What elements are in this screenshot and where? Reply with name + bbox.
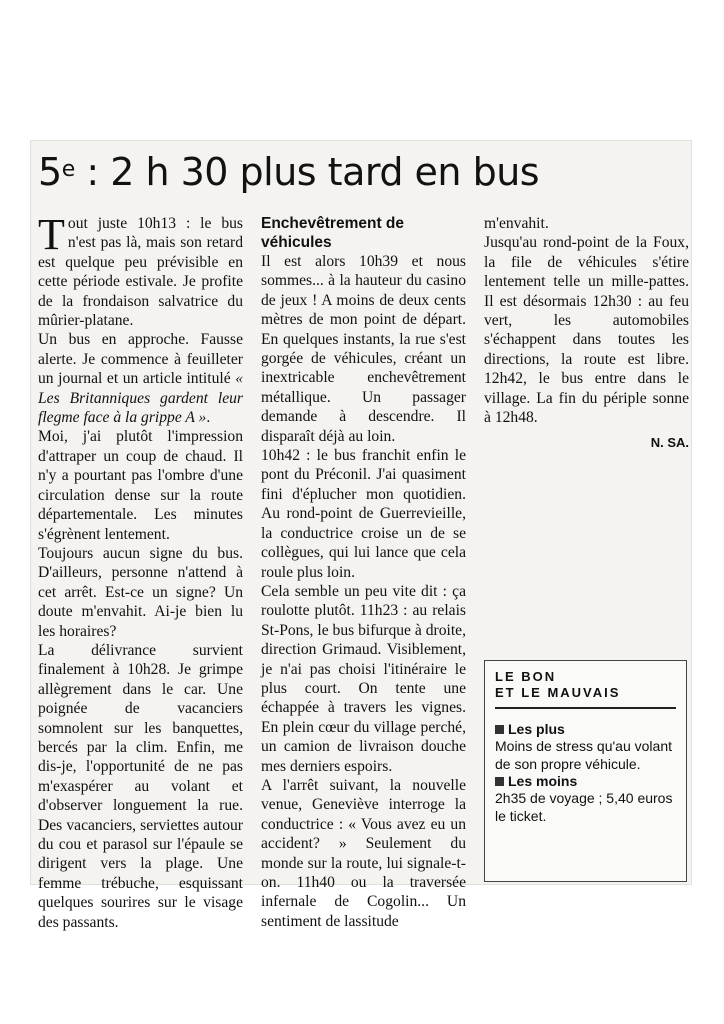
paragraph: Il est alors 10h39 et nous sommes... à la hauteur du casino de jeux ! A moins de deux cents mètres de mon point de départ. En quelques instants, la rue s'est gorgée de véhicules, créant un inextricable enchevêtrement métallique. Un passager demande à descendre. Il disparaît déjà au loin. [261, 253, 466, 445]
paragraph: Cela semble un peu vite dit : ça roulotte plutôt. 11h23 : au relais St-Pons, le bus bifurque à droite, direction Grimaud. Visiblement, je n'ai pas choisi l'itinéraire le plus court. On tente une échappée à travers les vignes. En plein cœur du village perché, un camion de livraison douche mes derniers espoirs. [261, 582, 466, 775]
square-bullet-icon [495, 777, 504, 786]
drop-cap: T [38, 210, 65, 259]
paragraph: 10h42 : le bus franchit enfin le pont du Préconil. J'ai quasiment fini d'éplucher mon quotidien. Au rond-point de Guerrevieille, la conductrice croise un de se collègues, qui lui lance que cela roule plus loin. [261, 447, 466, 581]
paragraph: Tout juste 10h13 : le bus n'est pas là, mais son retard est quelque peu prévisible en cette période estivale. Je profite de la frondaison salvatrice du mûrier-platane. [38, 210, 243, 330]
article-body-col3 [484, 214, 689, 453]
square-bullet-icon [495, 725, 504, 734]
paragraph: Un bus en approche. Fausse alerte. Je commence à feuilleter un journal et un article intitulé « Les Britanniques gardent leur flegme face à la grippe A ». [38, 331, 243, 427]
newspaper-clipping [30, 140, 692, 931]
pros-section [495, 721, 676, 773]
author-signature: N. SA. [650, 435, 689, 451]
box-title: LE BON ET LE MAUVAIS [495, 669, 676, 709]
paragraph: Toujours aucun signe du bus. D'ailleurs, personne n'attend à cet arrêt. Est-ce un signe? Un doute m'envahit. Ai-je bien lu les horaires? [38, 544, 243, 640]
paragraph: Jusqu'au rond-point de la Foux, la file de véhicules s'étire lentement telle un mille-pattes. Il est désormais 12h30 : au feu vert, les automobiles s'échappent dans toutes les directions, la route est libre. 12h42, le bus entre dans le village. La fin du périple sonne à 12h48. [484, 234, 689, 427]
paragraph: Moi, j'ai plutôt l'impression d'attraper un coup de chaud. Il n'y a pourtant pas l'ombre d'une circulation dense sur la route départementale. Les minutes s'égrènent lentement. [38, 428, 243, 543]
section-subhead: Enchevêtrement de véhicules [261, 215, 404, 251]
article-body-col2 [261, 214, 466, 931]
pros-text: Moins de stress qu'au volant de son propre véhicule. [495, 738, 672, 772]
headline-number: 5 [38, 150, 62, 194]
paragraph: La délivrance survient finalement à 10h28. Je grimpe allègrement dans le car. Une poignée de vacanciers somnolent sur les banquettes, bercés par la clim. Enfin, me dis-je, l'opportunité de ne pas m'exaspérer au volant et d'observer longuement la rue. Des vacanciers, serviettes autour du cou et parasol sur l'épaule se dirigent vers la plage. Une femme trébuche, esquissant quelques sourires sur le visage des passants. [38, 641, 243, 931]
article-headline [38, 150, 539, 194]
cons-label: Les moins [508, 773, 578, 789]
cons-section [495, 773, 676, 825]
quoted-title: « Les Britanniques gardent leur flegme face à la grippe A » [38, 370, 243, 427]
article-body [38, 210, 243, 932]
good-and-bad-box [484, 660, 687, 882]
cons-text: 2h35 de voyage ; 5,40 euros le ticket. [495, 790, 673, 824]
pros-label: Les plus [508, 721, 565, 737]
headline-ordinal: e [61, 157, 75, 182]
paragraph: m'envahit. [484, 215, 549, 232]
headline-text: : 2 h 30 plus tard en bus [74, 150, 540, 194]
paragraph: A l'arrêt suivant, la nouvelle venue, Geneviève interroge la conductrice : « Vous avez eu un accident? » Seulement du monde sur la route, lui signale-t-on. 11h40 ou la traversée infernale de Cogolin... Un sentiment de lassitude [261, 776, 466, 930]
